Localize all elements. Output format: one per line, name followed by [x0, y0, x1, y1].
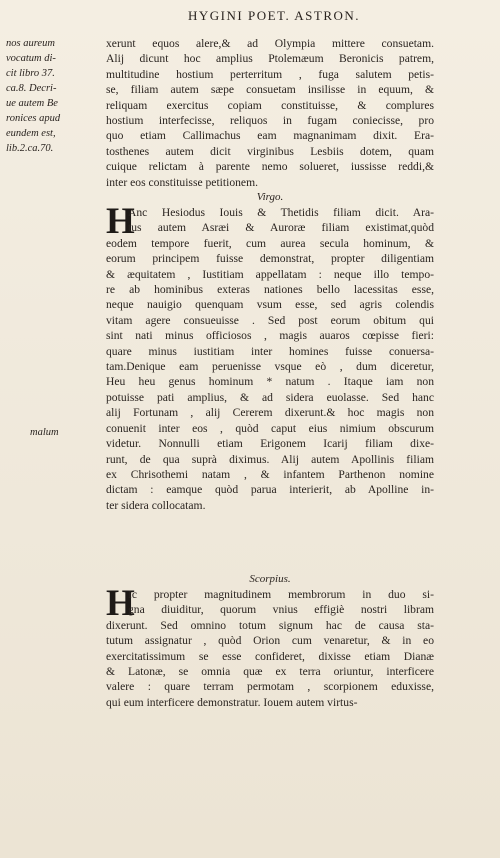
text-line: vitam agere consueuisse . Sed post eorum obitum qui: [106, 313, 434, 327]
text-line: reliquam exercitus copiam constituisse, & complures: [106, 98, 434, 112]
text-line: alij Fortunam , alij Cererem dixerunt.& hoc magis non: [106, 406, 434, 420]
text-line: tam.Denique eam peruenisse vsque eò , dum diceretur,: [106, 360, 434, 374]
text-line: neque nauigio quenquam vsum esse, sed agris colendis: [106, 298, 434, 312]
text-line: hostium interfecisse, reliquos in fugam coniecisse, pro: [106, 114, 434, 128]
text-line: xerunt equos alere,& ad Olympia mittere consuetam.: [106, 37, 434, 50]
text-line: tutum assignatur , quòd Orion cum venaretur, & in eo: [106, 634, 434, 648]
text-line: videtur. Nonnulli etiam Erigonem Icarij filiam dixe-: [106, 437, 434, 451]
text-line: re ab hominibus exteras nationes bello lacessitas esse,: [106, 283, 434, 297]
margin-note-line: ronices apud: [6, 113, 61, 124]
margin-note-line: lib.2.ca.70.: [6, 143, 54, 154]
text-line: gna diuiditur, quorum vnius effigiè nostri libram: [128, 603, 434, 617]
text-line: & Latonæ, se omnia quæ ex terra oriuntur, interficere: [106, 665, 434, 679]
margin-note-line: eundem est,: [6, 128, 56, 139]
text-line: cuique relictam à parente nemo solueret, iussisse reddi,&: [106, 160, 434, 174]
text-line: ex Chrisothemi natam , & infantem Parthenon nomine: [106, 467, 434, 481]
text-line: multitudine hostium perterritum , fuga salutem petis-: [106, 67, 434, 81]
margin-note-line: cit libro 37.: [6, 68, 55, 79]
text-line: se, filiam autem sæpe consuetam insilisse in equum, &: [106, 83, 434, 97]
text-line: runt, de qua suprà diximus. Alij autem Apollinis filiam: [106, 452, 434, 466]
dropcap-virgo: H: [106, 201, 135, 242]
heading-scorpius: Scorpius.: [249, 573, 291, 585]
text-line: conuenit inter eos , quòd caput eius nimium obscurum: [106, 421, 434, 435]
text-line: qui eum interficere demonstratur. Iouem autem virtus-: [106, 695, 358, 709]
margin-note-line: ca.8. Decri-: [6, 83, 57, 94]
text-line: dixerunt. Sed omnino totum signum hac de causa sta-: [106, 618, 434, 632]
text-line: tosthenes autem dicit virginibus Lesbiis dotem, quam: [106, 144, 434, 158]
text-line: eodem tempore fuerit, cum aurea secula hominum, &: [106, 236, 434, 250]
running-title: HYGINI POET. ASTRON.: [188, 8, 361, 23]
dropcap-scorpius: H: [106, 583, 135, 624]
heading-virgo: Virgo.: [256, 191, 284, 203]
text-line: tus autem Asræi & Auroræ filiam existimat,quòd: [128, 221, 434, 235]
text-line: Ic propter magnitudinem membrorum in duo si-: [128, 588, 434, 601]
margin-note-top: [6, 36, 98, 156]
text-line: quo etiam Callimachus eam magnanimam dixit. Era-: [106, 129, 434, 143]
text-line: ter sidera collocatam.: [106, 498, 206, 512]
margin-note-line: nos aureum: [6, 38, 55, 49]
margin-note-malum: malum: [30, 427, 59, 438]
text-line: potuisse pati amplius, & ad sidera euolasse. Sed hanc: [106, 390, 434, 404]
text-line: inter eos constituisse petitionem.: [106, 175, 258, 189]
margin-note-line: ue autem Be: [6, 98, 58, 109]
text-line: exercitatissimum se esse confideret, dixisse etiam Dianæ: [106, 649, 434, 663]
text-line: Alij dicunt hoc amplius Ptolemæum Beronicis patrem,: [106, 52, 434, 66]
section-scorpius: [106, 583, 434, 710]
section-intro: [106, 36, 434, 190]
text-line: sint nati minus officiosos , magis auaros cœpisse fieri:: [106, 329, 434, 343]
text-line: eorum principem fuisse demonstrat, propter diligentiam: [106, 252, 434, 266]
text-line: & æquitatem , Iustitiam appellatam : neque illo tempo-: [106, 267, 434, 281]
margin-note-line: vocatum di-: [6, 53, 56, 64]
text-line: Heu heu genus hominum * natum . Itaque iam non: [106, 375, 434, 389]
text-line: Anc Hesiodus Iouis & Thetidis filiam dicit. Ara-: [128, 206, 434, 219]
section-virgo: [106, 201, 434, 513]
text-line: quare minus iustitiam inter homines fuisse conuersa-: [106, 344, 434, 358]
text-line: dictam : eamque quòd parua interierit, ab Apolline in-: [106, 483, 434, 497]
text-line: valere : quare terram permotam , scorpionem eduxisse,: [106, 680, 434, 694]
